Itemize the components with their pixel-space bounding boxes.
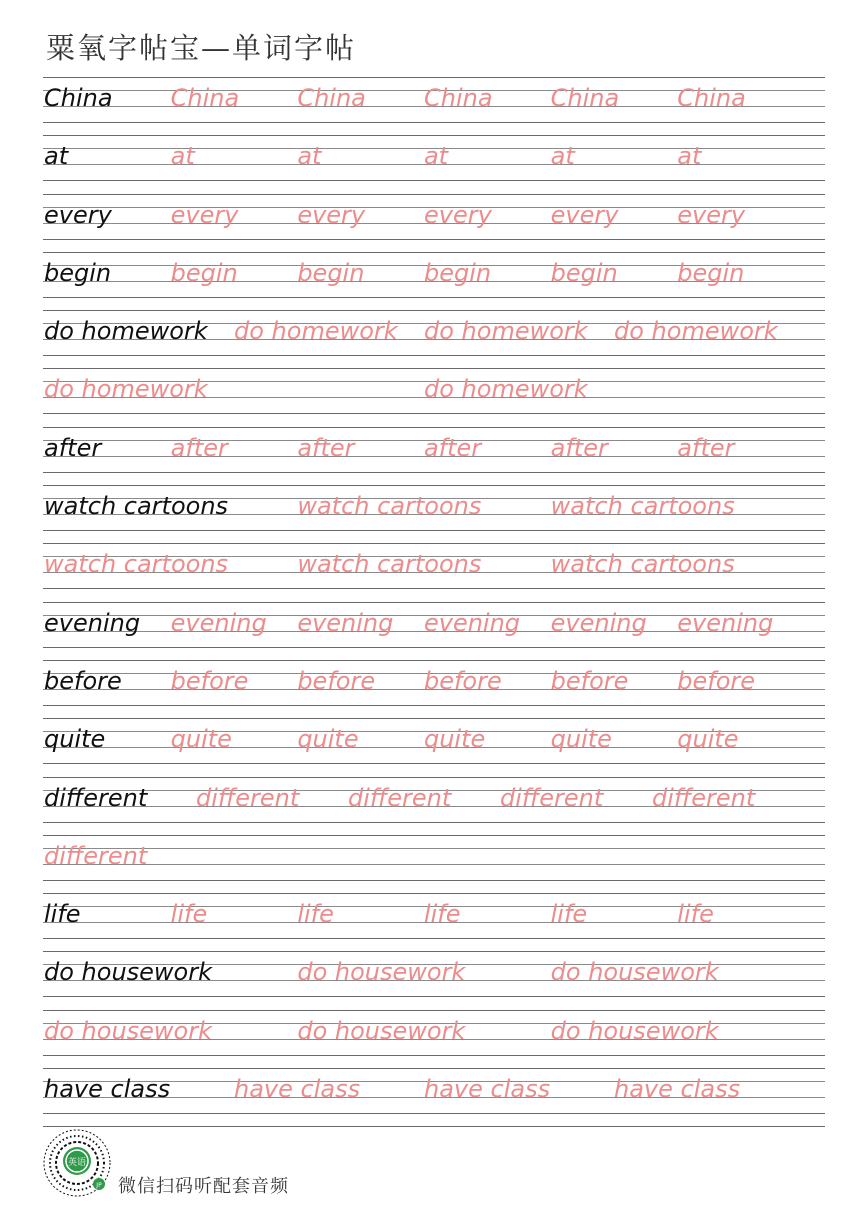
model-word: life bbox=[44, 900, 81, 929]
trace-word: quite bbox=[170, 725, 232, 754]
practice-row bbox=[43, 77, 825, 135]
trace-word: China bbox=[297, 84, 366, 112]
practice-row bbox=[43, 543, 825, 601]
guide-line bbox=[43, 880, 825, 881]
trace-word: do homework bbox=[424, 375, 588, 404]
row-words bbox=[44, 608, 825, 638]
guide-line bbox=[43, 996, 825, 997]
trace-word: quite bbox=[297, 725, 359, 754]
guide-line bbox=[43, 602, 825, 603]
practice-row bbox=[43, 427, 825, 485]
practice-row bbox=[43, 660, 825, 718]
trace-word: do housework bbox=[297, 1016, 466, 1045]
guide-line bbox=[43, 310, 825, 311]
row-words bbox=[44, 374, 825, 404]
trace-word: life bbox=[550, 900, 588, 929]
trace-word: every bbox=[423, 200, 492, 229]
trace-word: every bbox=[677, 200, 746, 229]
guide-line bbox=[43, 705, 825, 706]
practice-row bbox=[43, 951, 825, 1009]
trace-word: evening bbox=[677, 608, 774, 637]
practice-row bbox=[43, 602, 825, 660]
trace-word: after bbox=[297, 433, 355, 462]
trace-word: have class bbox=[424, 1075, 551, 1104]
guide-line bbox=[43, 530, 825, 531]
trace-word: at bbox=[170, 142, 195, 171]
row-words bbox=[44, 200, 825, 230]
guide-line bbox=[43, 239, 825, 240]
guide-line bbox=[43, 951, 825, 952]
model-word: watch cartoons bbox=[44, 492, 229, 521]
guide-line bbox=[43, 893, 825, 894]
trace-word: after bbox=[170, 433, 228, 462]
guide-line bbox=[43, 485, 825, 486]
practice-row bbox=[43, 135, 825, 193]
model-word: have class bbox=[44, 1075, 171, 1104]
guide-line bbox=[43, 472, 825, 473]
guide-line bbox=[43, 835, 825, 836]
practice-row bbox=[43, 252, 825, 310]
trace-word: every bbox=[550, 200, 619, 229]
trace-word: evening bbox=[423, 608, 521, 637]
model-word: before bbox=[44, 666, 122, 695]
row-words bbox=[44, 141, 825, 171]
guide-line bbox=[43, 718, 825, 719]
trace-word: before bbox=[170, 666, 249, 695]
trace-word: life bbox=[297, 900, 334, 929]
row-words bbox=[44, 549, 825, 579]
trace-word: at bbox=[423, 142, 449, 171]
practice-row bbox=[43, 368, 825, 426]
row-words bbox=[44, 666, 825, 696]
trace-word: before bbox=[297, 666, 376, 695]
trace-word: do homework bbox=[44, 375, 208, 404]
trace-word: watch cartoons bbox=[297, 492, 482, 521]
trace-word: quite bbox=[677, 725, 739, 754]
trace-word: every bbox=[297, 200, 366, 229]
trace-word: China bbox=[170, 84, 240, 112]
trace-word: evening bbox=[297, 608, 394, 637]
row-words bbox=[44, 316, 825, 346]
trace-word: life bbox=[170, 900, 208, 929]
practice-row bbox=[43, 1010, 825, 1068]
footer bbox=[42, 1128, 442, 1198]
guide-line bbox=[43, 135, 825, 136]
trace-word: China bbox=[550, 84, 620, 112]
practice-row bbox=[43, 777, 825, 835]
practice-row bbox=[43, 893, 825, 951]
trace-word: watch cartoons bbox=[44, 550, 229, 579]
guide-line bbox=[43, 180, 825, 181]
guide-line bbox=[43, 1068, 825, 1069]
row-words bbox=[44, 1016, 825, 1046]
guide-line bbox=[43, 413, 825, 414]
guide-line bbox=[43, 427, 825, 428]
trace-word: evening bbox=[170, 608, 267, 637]
row-words bbox=[44, 724, 825, 754]
trace-word: do housework bbox=[550, 1016, 719, 1045]
page-title: 粟氧字帖宝—单词字帖 bbox=[46, 31, 357, 65]
model-word: begin bbox=[44, 258, 112, 287]
row-words bbox=[44, 899, 825, 929]
trace-word: at bbox=[677, 142, 702, 171]
trace-word: do housework bbox=[550, 958, 719, 987]
model-word: after bbox=[44, 433, 102, 462]
trace-word: life bbox=[423, 900, 461, 929]
guide-line bbox=[43, 822, 825, 823]
trace-word: different bbox=[196, 783, 300, 812]
trace-word: begin bbox=[170, 258, 238, 287]
trace-word: do homework bbox=[424, 317, 588, 346]
qr-badge-label: 英语 bbox=[67, 1158, 87, 1168]
trace-word: after bbox=[677, 433, 735, 462]
trace-word: do housework bbox=[44, 1016, 212, 1045]
practice-row bbox=[43, 718, 825, 776]
row-words bbox=[44, 491, 825, 521]
trace-word: China bbox=[677, 84, 746, 112]
model-word: at bbox=[44, 142, 69, 171]
trace-word: before bbox=[423, 666, 502, 695]
trace-word: after bbox=[550, 433, 608, 462]
model-word: do homework bbox=[44, 317, 208, 346]
guide-line bbox=[43, 938, 825, 939]
row-words bbox=[44, 783, 825, 813]
guide-line bbox=[43, 194, 825, 195]
trace-word: different bbox=[500, 783, 604, 812]
guide-line bbox=[43, 252, 825, 253]
row-words bbox=[44, 83, 825, 113]
footer-caption: 微信扫码听配套音频 bbox=[118, 1176, 289, 1197]
trace-word: have class bbox=[614, 1075, 741, 1104]
practice-row bbox=[43, 1068, 825, 1126]
trace-word: before bbox=[677, 666, 756, 695]
guide-line bbox=[43, 543, 825, 544]
guide-line bbox=[43, 1055, 825, 1056]
qr-small-badge: JP bbox=[96, 1182, 102, 1189]
practice-row bbox=[43, 485, 825, 543]
guide-line bbox=[43, 77, 825, 78]
row-words bbox=[44, 957, 825, 987]
trace-word: life bbox=[677, 900, 714, 929]
trace-word: before bbox=[550, 666, 629, 695]
model-word: quite bbox=[44, 725, 106, 754]
guide-line bbox=[43, 355, 825, 356]
trace-word: different bbox=[652, 783, 756, 812]
trace-word: begin bbox=[423, 258, 492, 287]
trace-word: have class bbox=[234, 1075, 361, 1104]
guide-line bbox=[43, 122, 825, 123]
row-words bbox=[44, 258, 825, 288]
trace-word: at bbox=[297, 142, 322, 171]
model-word: different bbox=[44, 783, 148, 812]
copybook-rows bbox=[43, 77, 825, 1127]
trace-word: begin bbox=[297, 258, 365, 287]
trace-word: after bbox=[423, 433, 482, 462]
trace-word: do homework bbox=[234, 317, 398, 346]
practice-row bbox=[43, 835, 825, 893]
model-word: evening bbox=[44, 608, 141, 637]
trace-word: watch cartoons bbox=[550, 492, 735, 521]
trace-word: evening bbox=[550, 608, 647, 637]
trace-word: do housework bbox=[297, 958, 466, 987]
guide-line bbox=[43, 660, 825, 661]
trace-word: quite bbox=[550, 725, 612, 754]
trace-word: China bbox=[423, 84, 493, 112]
trace-word: begin bbox=[677, 258, 745, 287]
guide-line bbox=[43, 647, 825, 648]
trace-word: begin bbox=[550, 258, 618, 287]
trace-word: at bbox=[550, 142, 575, 171]
guide-line bbox=[43, 297, 825, 298]
guide-line bbox=[43, 763, 825, 764]
guide-line bbox=[43, 588, 825, 589]
trace-word: watch cartoons bbox=[297, 550, 482, 579]
trace-word: do homework bbox=[614, 317, 778, 346]
model-word: China bbox=[44, 84, 113, 112]
guide-line bbox=[43, 777, 825, 778]
trace-word: watch cartoons bbox=[550, 550, 735, 579]
guide-line bbox=[43, 368, 825, 369]
practice-row bbox=[43, 194, 825, 252]
trace-word: different bbox=[348, 783, 452, 812]
trace-word: different bbox=[44, 841, 148, 870]
row-words bbox=[44, 1074, 825, 1104]
guide-line bbox=[43, 1010, 825, 1011]
model-word: every bbox=[44, 200, 112, 229]
trace-word: every bbox=[170, 200, 239, 229]
model-word: do housework bbox=[44, 958, 212, 987]
qr-code-icon[interactable] bbox=[42, 1128, 112, 1198]
row-words bbox=[44, 433, 825, 463]
guide-line bbox=[43, 1113, 825, 1114]
trace-word: quite bbox=[423, 725, 486, 754]
row-words bbox=[44, 841, 825, 871]
practice-row bbox=[43, 310, 825, 368]
